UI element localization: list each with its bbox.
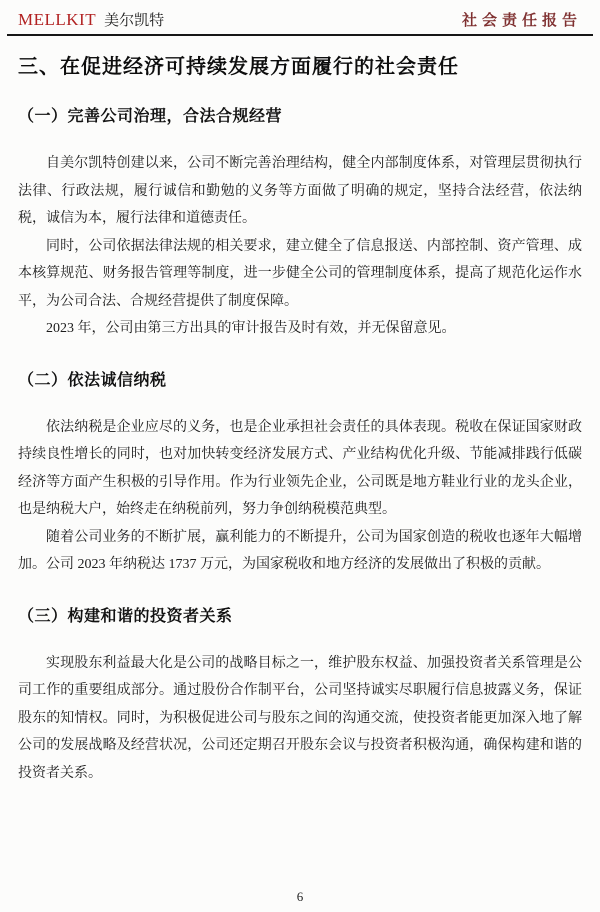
section-heading: （三）构建和谐的投资者关系 [18,607,233,625]
paragraph: 自美尔凯特创建以来，公司不断完善治理结构，健全内部制度体系，对管理层贯彻执行法律、行政法规，履行诚信和勤勉的义务等方面做了明确的规定，坚持合法经营，依法纳税，诚信为本，履行法律和道德责任。 [18,156,582,226]
section-heading: （二）依法诚信纳税 [18,371,167,389]
brand-logo-en: MELLKIT [18,10,97,29]
section-tax-compliance [18,367,582,579]
section-corporate-governance [18,103,582,343]
paragraph: 同时，公司依据法律法规的相关要求，建立健全了信息报送、内部控制、资产管理、成本核算规范、财务报告管理等制度，进一步健全公司的管理制度体系，提高了规范化运作水平，为公司合法、合规经营提供了制度保障。 [18,238,582,309]
page-header [18,0,582,30]
page-footer [0,888,600,906]
paragraph: 2023 年，公司由第三方出具的审计报告及时有效，并无保留意见。 [46,321,456,336]
paragraph: 依法纳税是企业应尽的义务，也是企业承担社会责任的具体表现。税收在保证国家财政持续良性增长的同时，也对加快转变经济发展方式、产业结构优化升级、节能减排践行低碳经济等方面产生积极的引导作用。作为行业领先企业，公司既是地方鞋业行业的龙头企业，也是纳税大户，始终走在纳税前列，努力争创纳税模范典型。 [18,419,582,517]
page-title: 三、在促进经济可持续发展方面履行的社会责任 [18,56,459,78]
paragraph: 随着公司业务的不断扩展，赢利能力的不断提升，公司为国家创造的税收也逐年大幅增加。公司 2023 年纳税达 1737 万元，为国家税收和地方经济的发展做出了积极的贡献。 [18,529,582,572]
header-divider [7,34,593,36]
brand-name-cn: 美尔凯特 [104,13,165,29]
brand [18,9,164,30]
section-investor-relations [18,603,582,788]
section-heading: （一）完善公司治理，合法合规经营 [18,108,283,125]
paragraph: 实现股东利益最大化是公司的战略目标之一，维护股东权益、加强投资者关系管理是公司工作的重要组成部分。通过股份合作制平台，公司坚持诚实尽职履行信息披露义务，保证股东的知情权。同时，为积极促进公司与股东之间的沟通交流，使投资者能更加深入地了解公司的发展战略及经营状况，公司还定期召开股东会议与投资者积极沟通，确保构建和谐的投资者关系。 [18,655,582,781]
header-report-title: 社会责任报告 [461,13,582,29]
page-number: 6 [296,889,304,904]
